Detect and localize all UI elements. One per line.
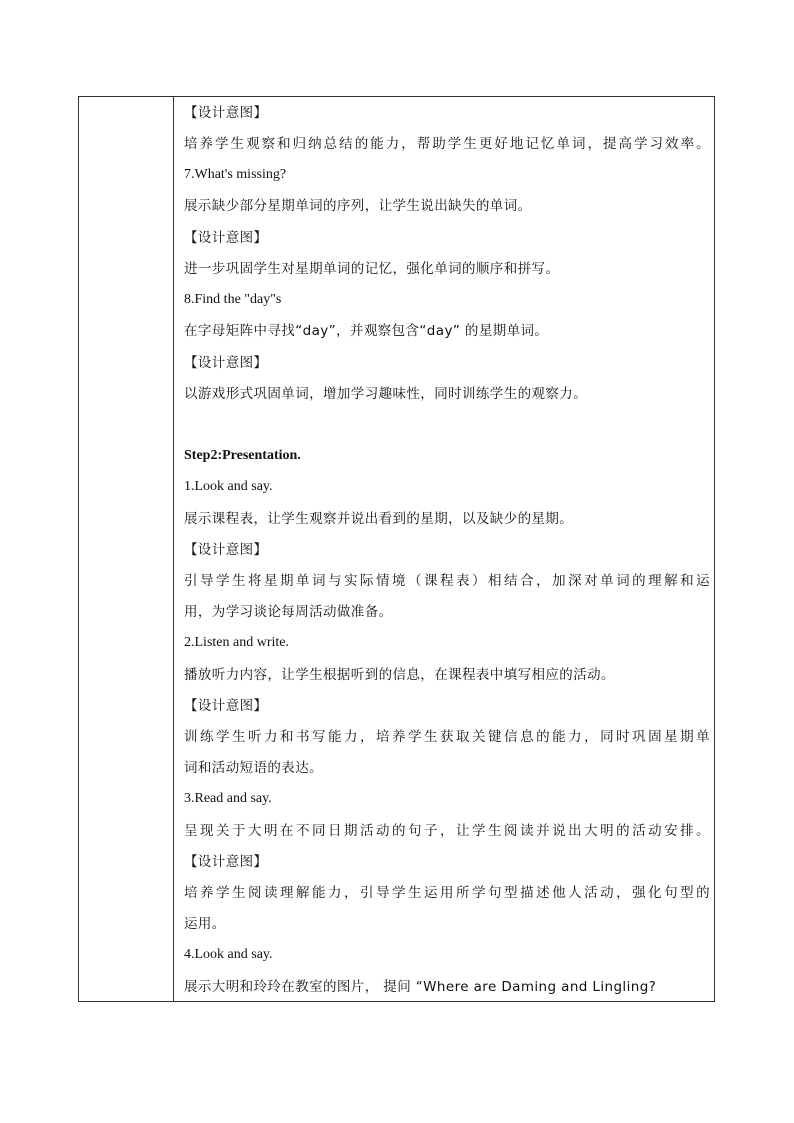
lesson-plan-table [78,96,715,1002]
activity-title: 8.Find the "day"s [184,292,282,307]
design-intent-text: 培养学生阅读理解能力，引导学生运用所学句型描述他人活动，强化句型的 [184,885,710,901]
activity-text: 展示缺少部分星期单词的序列，让学生说出缺失的单词。 [184,198,532,214]
activity-text: 展示课程表，让学生观察并说出看到的星期，以及缺少的星期。 [184,511,574,527]
design-intent-heading: 【设计意图】 [184,854,268,870]
activity-title: 4.Look and say. [184,947,273,962]
activity-text: 展示大明和玲玲在教室的图片， 提问 “Where are Daming and Lingling? [184,979,657,995]
activity-title: 7.What's missing? [184,167,287,182]
activity-text: 播放听力内容，让学生根据听到的信息，在课程表中填写相应的活动。 [184,667,615,683]
table-left-column [79,97,174,1001]
step-heading: Step2:Presentation. [184,448,301,463]
design-intent-text: 以游戏形式巩固单词，增加学习趣味性，同时训练学生的观察力。 [184,386,588,402]
activity-title: 2.Listen and write. [184,635,289,650]
activity-text: 在字母矩阵中寻找“day”，并观察包含“day” 的星期单词。 [184,323,549,339]
activity-title: 3.Read and say. [184,791,272,806]
activity-text: 呈现关于大明在不同日期活动的句子，让学生阅读并说出大明的活动安排。 [184,823,710,839]
design-intent-text: 培养学生观察和归纳总结的能力，帮助学生更好地记忆单词，提高学习效率。 [184,136,710,152]
design-intent-text: 进一步巩固学生对星期单词的记忆，强化单词的顺序和拼写。 [184,261,560,277]
design-intent-heading: 【设计意图】 [184,105,268,121]
design-intent-text: 运用。 [184,916,226,932]
design-intent-text: 用，为学习谈论每周活动做准备。 [184,604,393,620]
design-intent-text: 引导学生将星期单词与实际情境（课程表）相结合，加深对单词的理解和运 [184,573,710,589]
activity-title: 1.Look and say. [184,479,273,494]
design-intent-heading: 【设计意图】 [184,698,268,714]
design-intent-heading: 【设计意图】 [184,230,268,246]
design-intent-text: 训练学生听力和书写能力，培养学生获取关键信息的能力，同时巩固星期单 [184,729,710,745]
design-intent-heading: 【设计意图】 [184,355,268,371]
design-intent-heading: 【设计意图】 [184,542,268,558]
design-intent-text: 词和活动短语的表达。 [184,760,323,776]
